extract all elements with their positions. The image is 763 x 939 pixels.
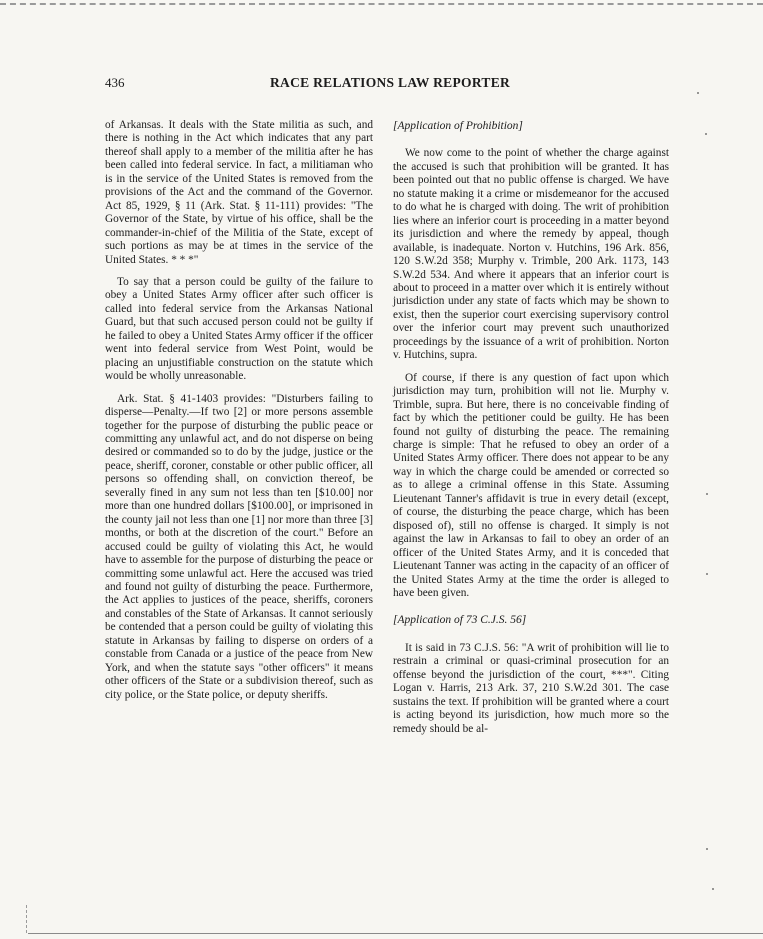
left-paragraph-2: To say that a person could be guilty of the failure to obey a United States Army officer after such officer is called into federal service from the Arkansas National Guard, but that such accused person could not be guilty if he failed to obey a United States Army officer if the officer went into federal service from West Point, would be placing an unjustifiable construction on the statute which would be wholly unreasonable. [105, 275, 373, 383]
scan-border-bottom [28, 933, 763, 934]
section-heading-cjs: [Application of 73 C.J.S. 56] [393, 614, 527, 627]
right-paragraph-3: It is said in 73 C.J.S. 56: "A writ of prohibition will lie to restrain a criminal or quasi-criminal prosecution for an offense beyond the jurisdiction of the court, ***". Citing Logan v. Harris, 213 Ark. 37, 210 S.W.2d 301. The case sustains the text. If prohibition will be granted where a court is acting beyond its jurisdiction, how much more so the remedy should be al- [393, 641, 669, 735]
right-column [393, 119, 669, 745]
section-heading-prohibition: [Application of Prohibition] [393, 120, 523, 132]
right-paragraph-2: Of course, if there is any question of fact upon which jurisdiction may turn, prohibition will not lie. Murphy v. Trimble, supra. But here, there is no conceivable finding of fact by which the petitioner could be guilty. He has been found not guilty of disturbing the peace. The remaining charge is simple: That he refused to obey an order of a United States Army officer. There does not appear to be any way in which the charge could be amended or corrected so as to allege a criminal offense in this State. Assuming Lieutenant Tanner's affidavit is true in every detail (except, of course, the disturbing the peace charge, which has been disposed of), still no offense is charged. It simply is not against the law in Arkansas to fail to obey an order of an officer of the United States Army, and it is conceded that Lieutenant Tanner was acting in the capacity of an officer of the United States Army at the time the order is alleged to have been given. [393, 371, 669, 599]
scan-speck [706, 848, 708, 850]
right-paragraph-1: We now come to the point of whether the charge against the accused is such that prohibition will be granted. It has been pointed out that no public offense is charged. We have no statute making it a crime or misdemeanor for the accused to do what he is charged with doing. The writ of prohibition lies where an inferior court is proceeding in a matter beyond its jurisdiction and where the remedy by appeal, though available, is inadequate. Norton v. Hutchins, 196 Ark. 856, 120 S.W.2d 358; Murphy v. Trimble, 200 Ark. 1173, 143 S.W.2d 534. And where it appears that an inferior court is about to proceed in a matter over which it is entirely without jurisdiction under any state of facts which may be shown to exist, then the superior court exercising supervisory control over the inferior court may prevent such unauthorized proceedings by the issuance of a writ of prohibition. Norton v. Hutchins, supra. [393, 147, 669, 362]
left-paragraph-1: of Arkansas. It deals with the State militia as such, and there is nothing in the Act which indicates that any part thereof shall apply to a member of the militia after he has been called into federal service. In fact, a militiaman who is in the service of the United States is removed from the provisions of the Act and the command of the Governor. Act 85, 1929, § 11 (Ark. Stat. § 11-111) provides: "The Governor of the State, by virtue of his office, shall be the commander-in-chief of the Militia of the State, except of such portions as may be at times in the service of the United States. * * *" [105, 119, 373, 266]
page-number: 436 [105, 75, 125, 90]
left-column [105, 119, 373, 711]
left-paragraph-3: Ark. Stat. § 41-1403 provides: "Disturbers failing to disperse—Penalty.—If two [2] or more persons assemble together for the purpose of disturbing the public peace or committing any unlawful act, and do not disperse on being desired or commanded so to do by the judge, justice or the peace, sheriff, coroner, constable or other public officer, all persons so offending shall, on conviction thereof, be severally fined in any sum not less than ten [$10.00] nor more than one hundred dollars [$100.00], or imprisoned in the county jail not less than one [1] nor more than three [3] months, or both at the discretion of the court." Before an accused could be guilty of violating this Act, he would have to assemble for the purpose of disturbing the peace or committing some unlawful act. Here the accused was tried and found not guilty of disturbing the peace. Furthermore, the Act applies to justices of the peace, sheriffs, coroners and constables of the State of Arkansas. It cannot seriously be contended that a person could be guilty of violating this statute in Arkansas by failing to disperse on orders of a constable from Canada or a justice of the peace from New York, and when the statute says "other officers" it means other officers of the State or a subdivision thereof, such as city police, or the State police, or deputy sheriffs. [105, 392, 373, 701]
scan-speck [706, 573, 708, 575]
scan-border-top [0, 3, 763, 5]
scan-speck [697, 92, 699, 94]
scan-speck [705, 133, 707, 135]
scan-speck [712, 888, 714, 890]
scan-speck [706, 493, 708, 495]
running-head: RACE RELATIONS LAW REPORTER [270, 75, 511, 90]
scan-border-left [26, 905, 27, 933]
